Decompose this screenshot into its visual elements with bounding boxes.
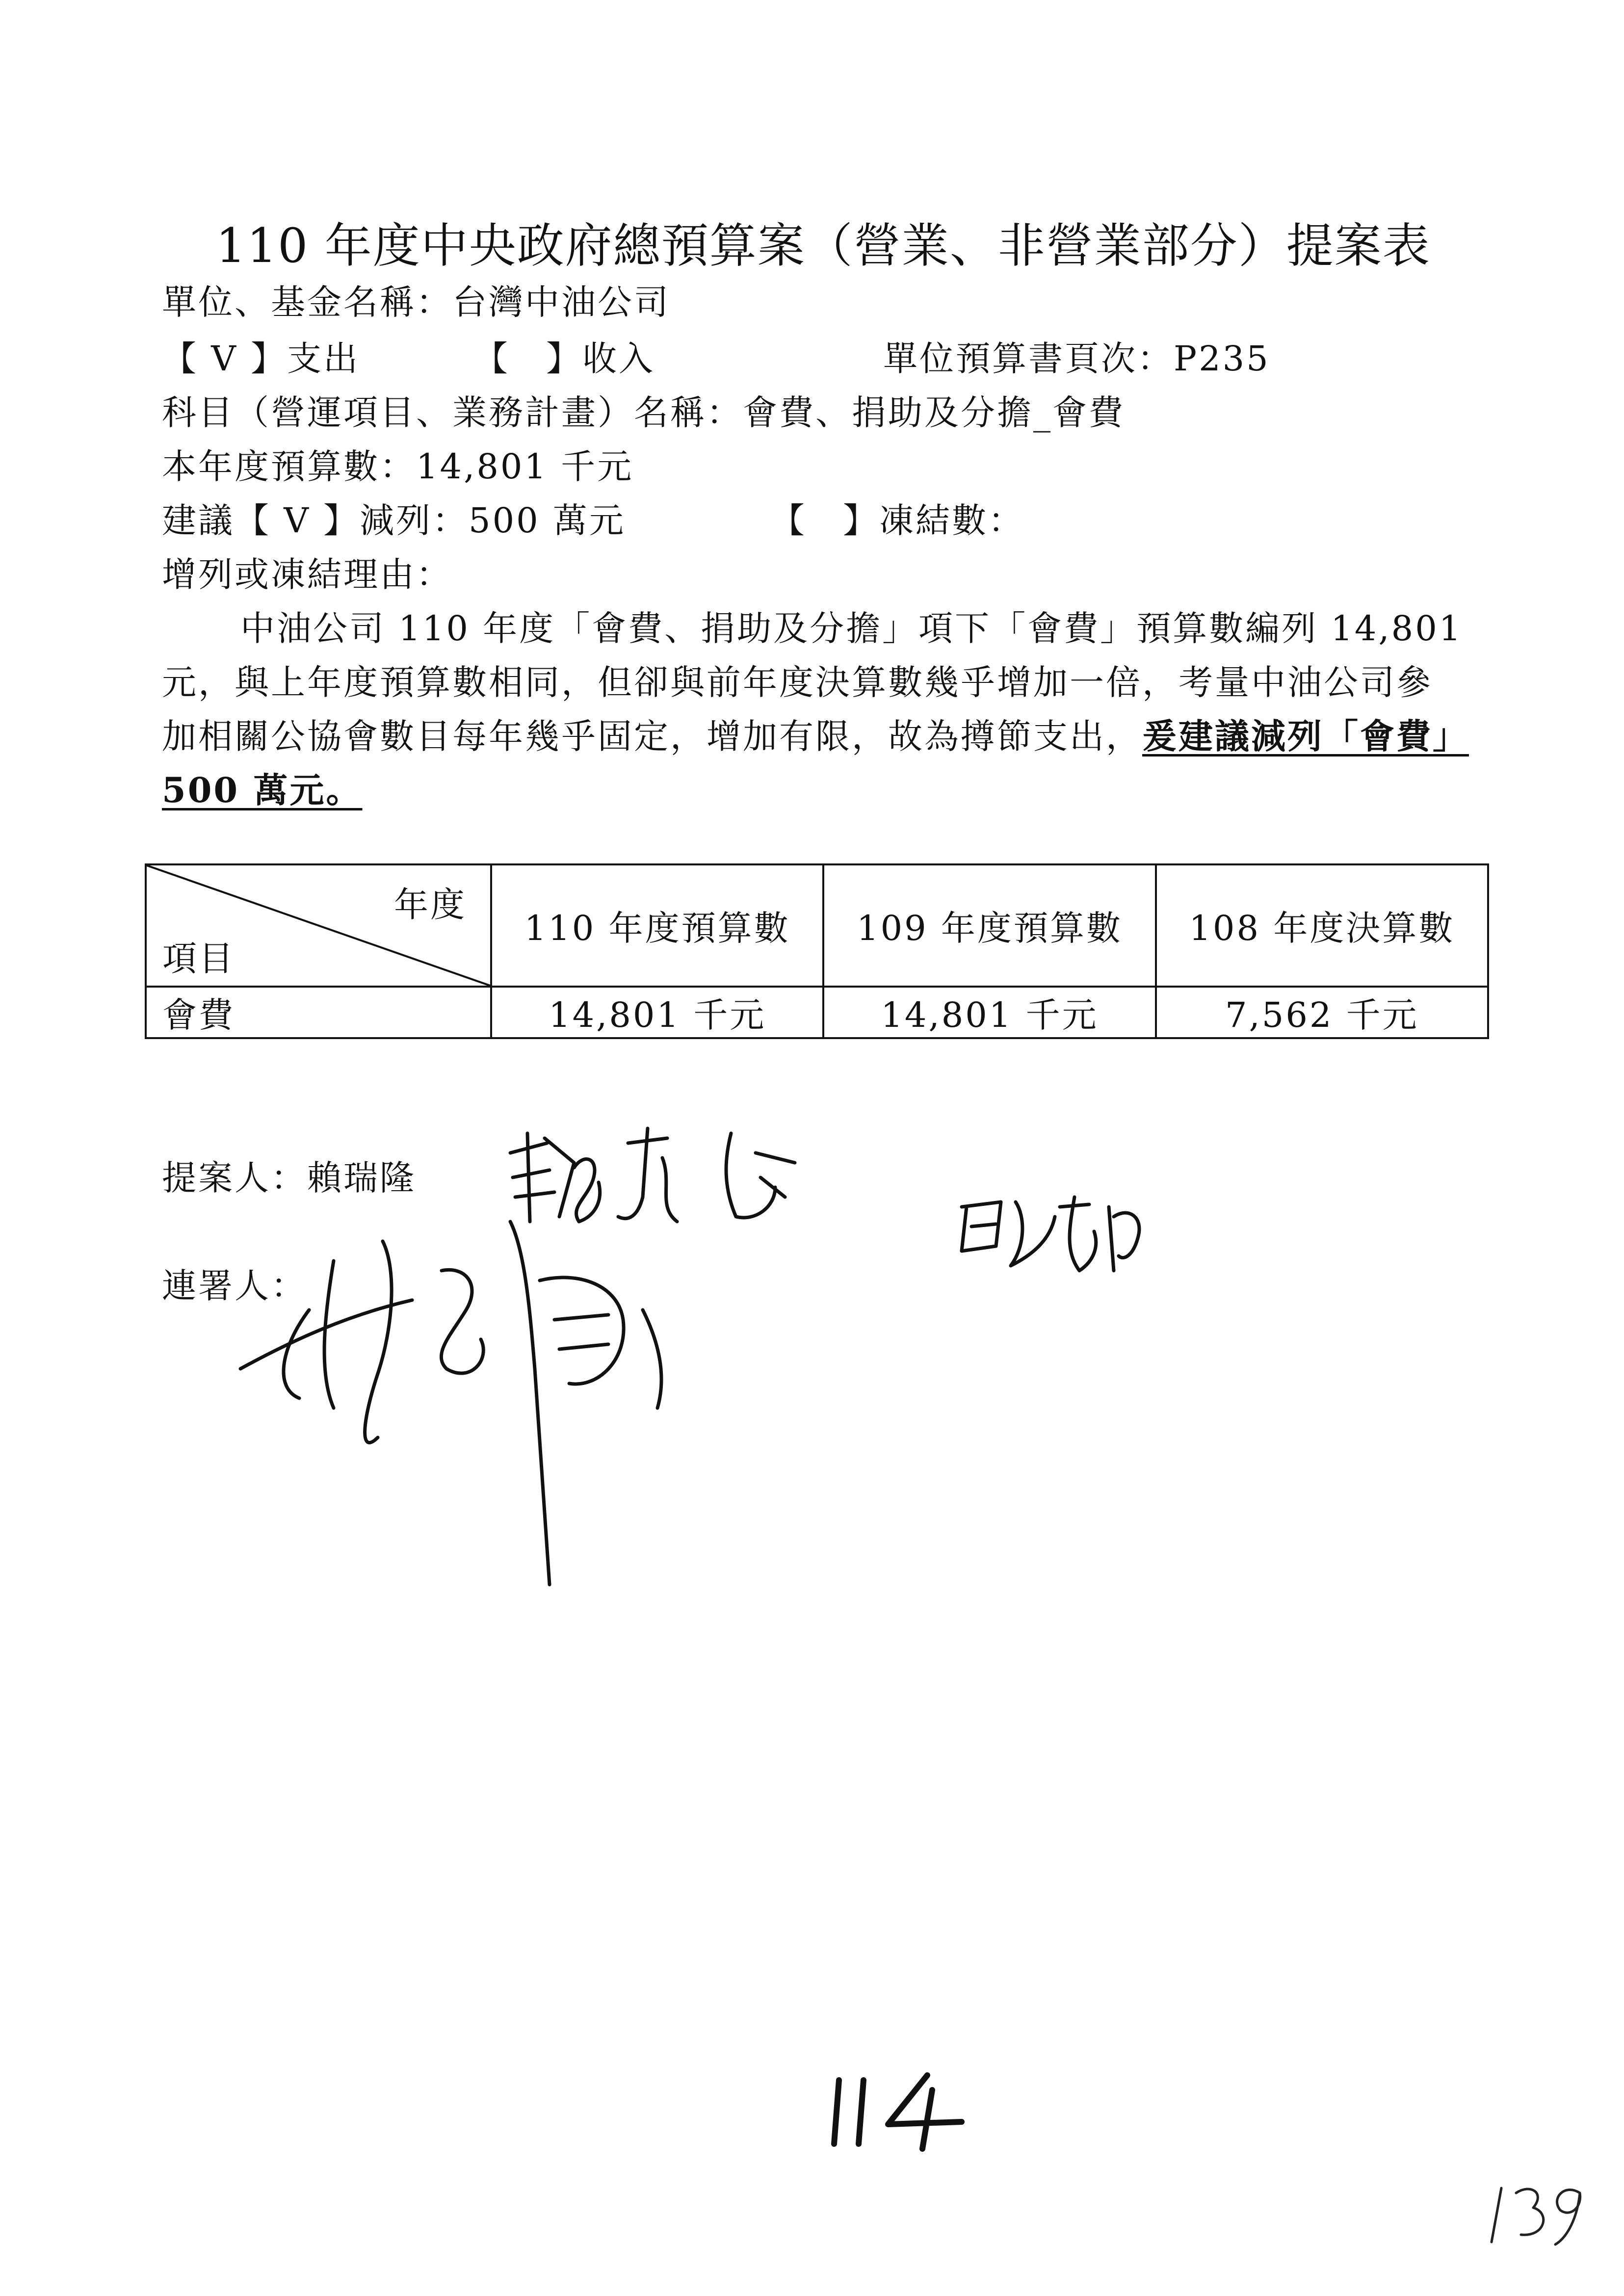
table-header-110-budget: 110 年度預算數 <box>491 864 823 987</box>
table-row <box>146 987 1488 1038</box>
table-cell-108: 7,562 千元 <box>1156 987 1488 1038</box>
handwritten-corner-number <box>1482 2178 1595 2252</box>
cosigner-signature-main <box>236 1212 726 1594</box>
reason-line-3-plain: 加相關公協會數目每年幾乎固定，增加有限，故為撙節支出， <box>162 716 1142 757</box>
corner-year-label: 年度 <box>394 885 467 925</box>
table-header-row <box>146 864 1488 987</box>
table-row-item: 會費 <box>146 987 491 1038</box>
reason-heading: 增列或凍結理由： <box>162 554 452 595</box>
table-cell-110: 14,801 千元 <box>491 987 823 1038</box>
reason-line-4 <box>162 763 1516 812</box>
form-title: 110 年度中央政府總預算案（營業、非營業部分）提案表 <box>216 218 1431 273</box>
freeze-amount: 【 】凍結數： <box>770 500 1024 541</box>
proposer-label: 提案人：賴瑞隆 <box>162 1158 416 1198</box>
expense-checkbox-line: 【 V 】支出 <box>162 339 360 379</box>
table-header-109-budget: 109 年度預算數 <box>823 864 1155 987</box>
cosigner-signature-right <box>952 1187 1158 1285</box>
unit-fund-name: 單位、基金名稱：台灣中油公司 <box>162 282 670 322</box>
table-header-108-final: 108 年度決算數 <box>1156 864 1488 987</box>
reason-line-4-emphasis: 500 萬元。 <box>162 770 363 810</box>
budget-comparison-table <box>145 863 1489 1039</box>
subject-name: 科目（營運項目、業務計畫）名稱：會費、捐助及分擔_會費 <box>162 392 1125 433</box>
reason-line-3-emphasis: 爰建議減列「會費」 <box>1142 716 1469 757</box>
table-cell-109: 14,801 千元 <box>823 987 1155 1038</box>
corner-item-label: 項目 <box>162 939 235 979</box>
current-budget: 本年度預算數：14,801 千元 <box>162 446 634 487</box>
suggested-reduction: 建議【 V 】減列：500 萬元 <box>162 500 626 541</box>
reason-line-1: 中油公司 110 年度「會費、捐助及分擔」項下「會費」預算數編列 14,801 <box>240 608 1463 649</box>
budget-book-page-ref: 單位預算書頁次：P235 <box>883 339 1270 379</box>
table-corner-cell <box>146 864 491 987</box>
income-checkbox-line: 【 】收入 <box>473 339 655 379</box>
reason-line-2: 元，與上年度預算數相同，但卻與前年度決算數幾乎增加一倍，考量中油公司參 <box>162 662 1433 703</box>
handwritten-page-number <box>824 2070 981 2154</box>
cosigner-label: 連署人： <box>162 1266 307 1306</box>
reason-line-3 <box>162 709 1516 758</box>
